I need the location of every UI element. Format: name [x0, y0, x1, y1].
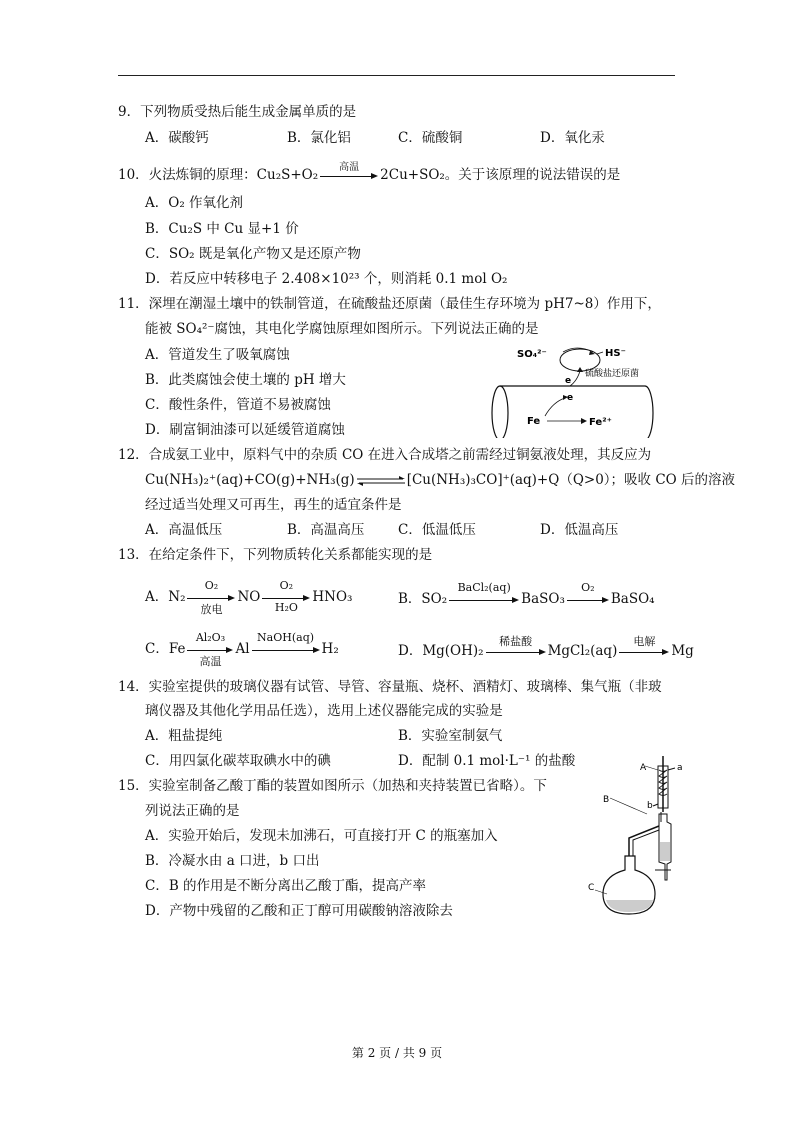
q12-eq-right: [Cu(NH₃)₃CO]⁺(aq)+Q（Q>0）；吸收 CO 后的溶液 [406, 472, 736, 488]
q13-a-s2: NO [237, 589, 261, 605]
q15-fig-label-a: a [677, 763, 683, 773]
q15-option-d: D．产物中残留的乙酸和正丁醇可用碳酸钠溶液除去 [145, 903, 453, 919]
q10-arrow-label: 高温 [339, 161, 360, 173]
q11-fig-hs: HS⁻ [605, 348, 626, 359]
q13-c-arrow2-top: NaOH(aq) [257, 630, 315, 644]
q13-b-label: B． [398, 591, 422, 607]
q13-stem: 13．在给定条件下，下列物质转化关系都能实现的是 [118, 547, 433, 563]
q12-stem-line3: 经过适当处理又可再生，再生的适宜条件是 [145, 497, 402, 513]
q11-stem-line2: 能被 SO₄²⁻腐蚀，其电化学腐蚀原理如图所示。下列说法正确的是 [145, 321, 539, 337]
q12-option-b: B．高温高压 [287, 522, 365, 538]
q13-d-arrow2-top: 电解 [633, 634, 656, 648]
q13-b-s1: SO₂ [421, 591, 448, 607]
q11-option-a: A．管道发生了吸氧腐蚀 [145, 347, 290, 363]
q11-fig-bacteria: 硫酸盐还原菌 [585, 369, 640, 379]
q13-d-s2: MgCl₂(aq) [547, 643, 618, 659]
q13-c-s3: H₂ [321, 641, 339, 657]
q13-b-arrow2-top: O₂ [581, 580, 595, 594]
q12-stem-line1: 12．合成氨工业中，原料气中的杂质 CO 在进入合成塔之前需经过铜氨液处理，其反应为 [118, 447, 652, 463]
q13-a-arrow2-bot: H₂O [274, 600, 298, 614]
q15-fig-label-C: C [588, 883, 595, 893]
q10-option-d: D．若反应中转移电子 2.408×10²³ 个，则消耗 0.1 mol O₂ [145, 271, 508, 287]
q13-d-label: D． [398, 643, 423, 659]
q11-fig-so4: SO₄²⁻ [517, 349, 547, 360]
q11-fig-fe2: Fe²⁺ [589, 417, 612, 428]
q13-d-s3: Mg [671, 643, 694, 659]
q11-corrosion-diagram [485, 338, 665, 438]
q13-b-s3: BaSO₄ [610, 591, 655, 607]
q10-stem [118, 163, 620, 183]
q12-option-a: A．高温低压 [145, 522, 223, 538]
q11-option-b: B．此类腐蚀会使土壤的 pH 增大 [145, 372, 346, 388]
q15-apparatus-diagram [585, 752, 695, 922]
q15-stem-line2: 列说法正确的是 [145, 803, 240, 819]
q13-a-label: A． [145, 589, 169, 605]
q13-option-d [398, 634, 694, 659]
q13-c-arrow1 [187, 630, 233, 668]
q13-c-arrow1-top: Al₂O₃ [195, 630, 226, 644]
q10-reaction-arrow [320, 161, 378, 183]
q9-stem: 9．下列物质受热后能生成金属单质的是 [118, 104, 357, 120]
q15-fig-label-B: B [603, 795, 610, 805]
q14-option-d: D．配制 0.1 mol·L⁻¹ 的盐酸 [398, 753, 576, 769]
q13-a-arrow2 [262, 578, 310, 614]
q11-fig-e1: e [565, 376, 572, 386]
q10-stem-prefix: 10．火法炼铜的原理：Cu₂S+O₂ [118, 167, 319, 183]
q9-option-d: D．氧化汞 [540, 130, 605, 146]
q11-fig-e2: e [567, 393, 574, 403]
q13-c-arrow2 [252, 630, 320, 657]
q14-option-a: A．粗盐提纯 [145, 728, 223, 744]
header-rule [118, 75, 675, 76]
q13-b-arrow1 [449, 580, 519, 607]
q14-option-b: B．实验室制氨气 [398, 728, 503, 744]
q14-option-c: C．用四氯化碳萃取碘水中的碘 [145, 753, 331, 769]
q10-stem-suffix: 2Cu+SO₂。关于该原理的说法错误的是 [380, 167, 621, 183]
q13-c-s1: Fe [168, 641, 186, 657]
q13-option-b [398, 580, 655, 607]
q10-option-b: B．Cu₂S 中 Cu 显+1 价 [145, 221, 299, 237]
q11-stem-line1: 11．深埋在潮湿土壤中的铁制管道，在硫酸盐还原菌（最佳生存环境为 pH7~8）作用下， [118, 296, 661, 312]
q13-c-arrow1-bot: 高温 [199, 654, 222, 668]
q15-option-c: C．B 的作用是不断分离出乙酸丁酯，提高产率 [145, 878, 427, 894]
q14-stem-line2: 璃仪器及其他化学用品任选），选用上述仪器能完成的实验是 [145, 703, 503, 719]
q9-option-a: A．碳酸钙 [145, 130, 209, 146]
q13-option-a [145, 578, 353, 616]
q9-option-b: B．氯化铝 [287, 130, 351, 146]
q13-a-arrow1-bot: 放电 [200, 602, 223, 616]
q13-a-arrow1 [187, 578, 235, 616]
q13-d-s1: Mg(OH)₂ [422, 643, 484, 659]
q13-a-s3: HNO₃ [312, 589, 353, 605]
q13-a-s1: N₂ [168, 589, 186, 605]
q11-option-d: D．刷富铜油漆可以延缓管道腐蚀 [145, 422, 345, 438]
q13-d-arrow2 [619, 634, 669, 659]
page-footer: 第 2 页 / 共 9 页 [351, 1046, 443, 1060]
q15-option-a: A．实验开始后，发现未加沸石，可直接打开 C 的瓶塞加入 [145, 828, 498, 844]
q12-option-c: C．低温低压 [398, 522, 476, 538]
q13-b-arrow1-top: BaCl₂(aq) [457, 580, 511, 594]
q12-eq-left: Cu(NH₃)₂⁺(aq)+CO(g)+NH₃(g) [145, 472, 355, 488]
q13-d-arrow1-top: 稀盐酸 [499, 634, 533, 648]
q13-d-arrow1 [486, 634, 546, 659]
q13-b-arrow2 [567, 580, 609, 607]
q13-c-s2: Al [235, 641, 250, 657]
q13-a-arrow2-top: O₂ [279, 578, 294, 592]
q15-fig-label-b: b [647, 801, 653, 811]
q9-option-c: C．硫酸铜 [398, 130, 463, 146]
q10-option-c: C．SO₂ 既是氧化产物又是还原产物 [145, 246, 361, 262]
q15-stem-line1: 15．实验室制备乙酸丁酯的装置如图所示（加热和夹持装置已省略）。下 [118, 778, 547, 794]
q12-option-d: D．低温高压 [540, 522, 619, 538]
q15-fig-label-A: A [640, 763, 647, 773]
q12-equation [145, 468, 735, 488]
q11-option-c: C．酸性条件，管道不易被腐蚀 [145, 397, 331, 413]
q13-a-arrow1-top: O₂ [204, 578, 219, 592]
q10-option-a: A．O₂ 作氧化剂 [145, 195, 244, 211]
q15-option-b: B．冷凝水由 a 口进，b 口出 [145, 853, 320, 869]
q14-stem-line1: 14．实验室提供的玻璃仪器有试管、导管、容量瓶、烧杯、酒精灯、玻璃棒、集气瓶（非玻 [118, 679, 662, 695]
q13-option-c [145, 630, 339, 668]
q13-b-s2: BaSO₃ [521, 591, 565, 607]
q12-equilibrium-arrow [355, 476, 407, 486]
q11-fig-fe: Fe [527, 416, 541, 427]
q13-c-label: C． [145, 641, 169, 657]
